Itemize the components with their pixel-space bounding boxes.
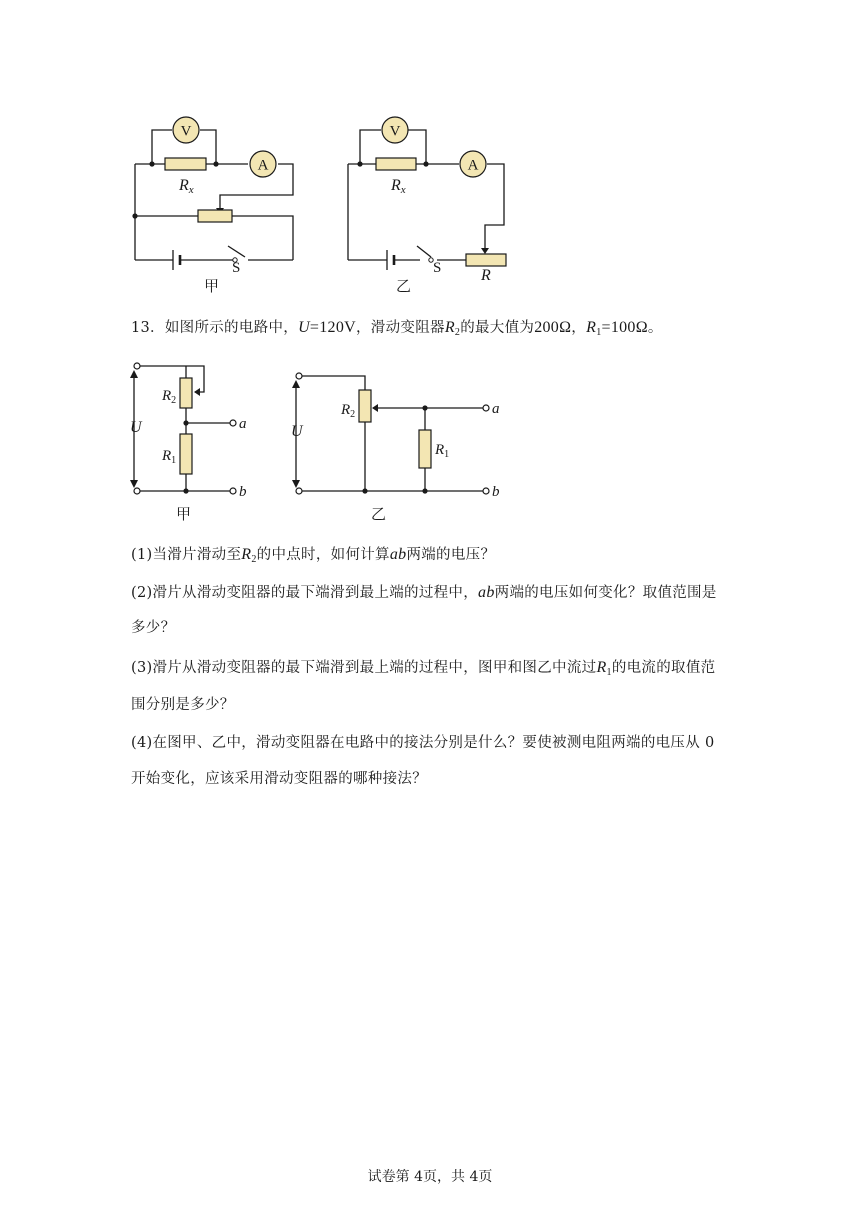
ammeter-label: A [257, 157, 269, 174]
r2-label: $R_2$ [162, 388, 177, 406]
r2-label: $R_2$ [341, 402, 356, 420]
page-footer: 试卷第 4页，共 4页 [367, 1169, 493, 1185]
resistor-rx-box [376, 158, 416, 170]
terminal-top [134, 363, 140, 369]
rx-label: Rx [391, 177, 406, 196]
terminal-a [483, 405, 489, 411]
sub-question-4: (4)在图甲、乙中，滑动变阻器在电路中的接法分别是什么？要使被测电阻两端的电压从 0 [131, 735, 715, 751]
voltmeter-label: V [389, 123, 401, 140]
circuit-q13-jia [120, 356, 260, 506]
terminal-b [230, 488, 236, 494]
rheostat-box [466, 254, 506, 266]
r2-box [359, 390, 371, 422]
circuit-q13-yi [285, 356, 515, 506]
circuit-top-yi [340, 110, 540, 284]
sub-question-3: (3)滑片从滑动变阻器的最下端滑到最上端的过程中，图甲和图乙中流过$R_1$的电流的取值范 [131, 659, 716, 678]
terminal-a-label: a [492, 401, 500, 417]
switch-label: S [433, 260, 442, 276]
circuit-top-jia [120, 110, 320, 280]
terminal-bottom [134, 488, 140, 494]
figure-q13-yi [285, 356, 515, 506]
r1-box [180, 434, 192, 474]
terminal-top [296, 373, 302, 379]
rx-label: Rx [179, 177, 194, 196]
resistor-rx-box [165, 158, 206, 170]
voltmeter-label: V [180, 123, 192, 140]
u-label: U [130, 419, 142, 436]
terminal-a-label: a [239, 416, 247, 432]
rheostat-label: R [481, 267, 491, 284]
caption-top-yi: 乙 [396, 277, 412, 295]
ammeter-label: A [467, 157, 479, 174]
terminal-b [483, 488, 489, 494]
figure-q13-jia [120, 356, 260, 506]
sub-question-1: (1)当滑片滑动至$R_2$的中点时，如何计算ab两端的电压？ [131, 546, 496, 565]
terminal-bottom [296, 488, 302, 494]
caption-q13-jia: 甲 [176, 505, 192, 523]
terminal-b-label: b [492, 484, 500, 500]
sub-question-3-line2: 围分别是多少？ [131, 697, 235, 713]
switch-label: S [232, 260, 241, 276]
sub-question-2-line2: 多少？ [131, 620, 176, 636]
figure-top-yi [340, 110, 540, 284]
r1-label: $R_1$ [162, 448, 177, 466]
sub-question-4-line2: 开始变化，应该采用滑动变阻器的哪种接法？ [131, 771, 427, 787]
u-label: U [291, 423, 303, 440]
rheostat-box [198, 210, 232, 222]
question-13-stem: 13．如图所示的电路中，U=120V，滑动变阻器$R_2$的最大值为200Ω，$R_1=100\Omega$。 [131, 319, 663, 338]
r1-label: $R_1$ [435, 442, 450, 460]
figure-top-jia [120, 110, 320, 280]
terminal-b-label: b [239, 484, 247, 500]
r2-box [180, 378, 192, 408]
caption-top-jia: 甲 [204, 277, 220, 295]
sub-question-2: (2)滑片从滑动变阻器的最下端滑到最上端的过程中，ab两端的电压如何变化？取值范围是 [131, 584, 717, 601]
caption-q13-yi: 乙 [371, 505, 387, 523]
terminal-a [230, 420, 236, 426]
r1-box [419, 430, 431, 468]
